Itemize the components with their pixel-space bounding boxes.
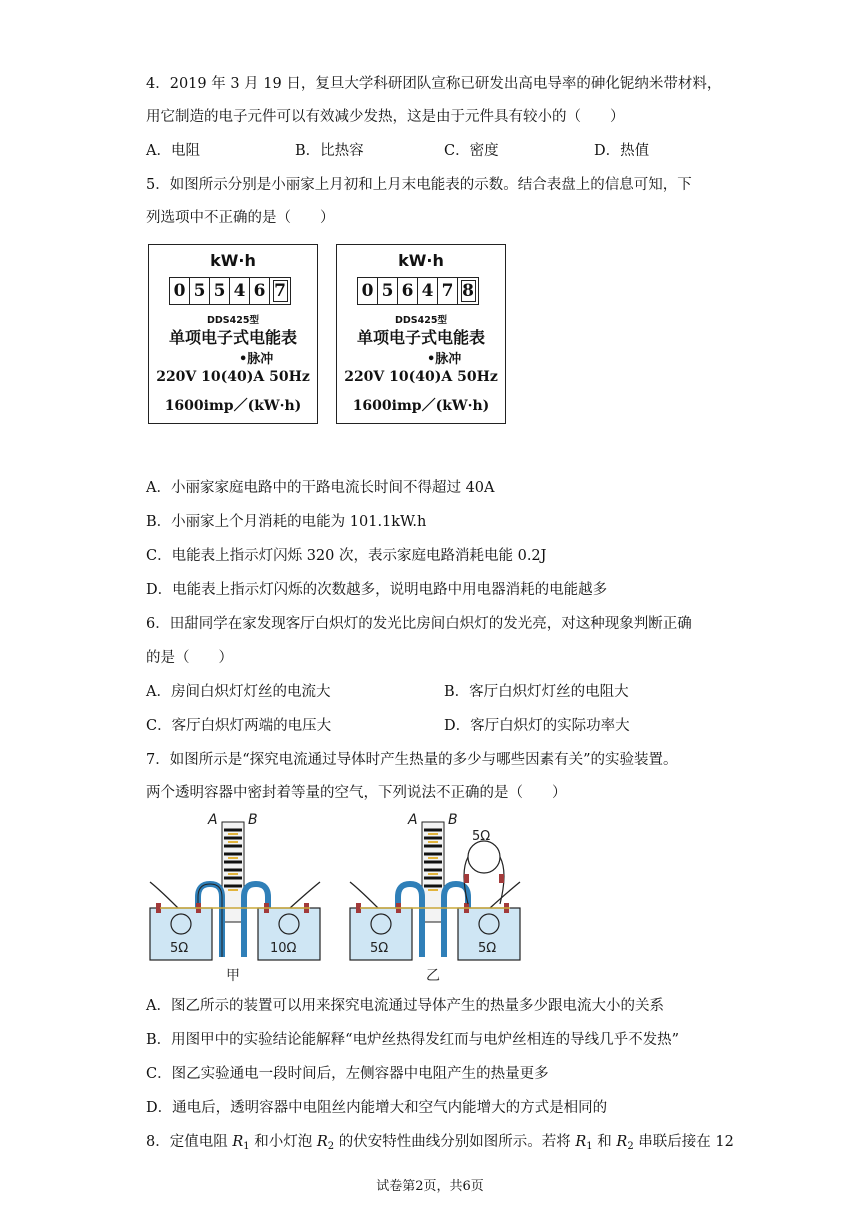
- q6-option-b: B．客厅白炽灯灯丝的电阻大: [444, 684, 629, 700]
- q4-option-d: D．热值: [594, 143, 650, 159]
- meter-digit: 4: [230, 278, 250, 304]
- meter-unit: kW·h: [210, 251, 256, 270]
- q6-option-c: C．客厅白炽灯两端的电压大: [146, 718, 332, 734]
- meter-pulse: •脉冲: [239, 352, 274, 367]
- q8-text-3: 的伏安特性曲线分别如图所示。若将: [334, 1134, 576, 1150]
- q8-r1: R: [232, 1134, 244, 1150]
- q7-apparatus-figure: [140, 812, 530, 982]
- meter-digit: 6: [398, 278, 418, 304]
- meter-digits: [357, 277, 479, 305]
- q5-line1: 5．如图所示分别是小丽家上月初和上月末电能表的示数。结合表盘上的信息可知，下: [146, 177, 692, 193]
- q8-r2-sub: 2: [327, 1141, 335, 1152]
- q6-option-d: D．客厅白炽灯的实际功率大: [444, 718, 630, 734]
- yi-external-resistor-label: 5Ω: [472, 829, 491, 844]
- q6-line1: 6．田甜同学在家发现客厅白炽灯的发光比房间白炽灯的发光亮，对这种现象判断正确: [146, 616, 692, 632]
- meter-model: DDS425型: [395, 315, 447, 326]
- meter-start-of-month: [148, 244, 318, 424]
- q8-r2: R: [316, 1134, 328, 1150]
- yi-left-resistor-label: 5Ω: [370, 941, 389, 956]
- q7-line2: 两个透明容器中密封着等量的空气，下列说法不正确的是（ ）: [146, 785, 567, 801]
- meter-digit: 0: [170, 278, 190, 304]
- meter-digit: 5: [378, 278, 398, 304]
- q8-r3: R: [575, 1134, 587, 1150]
- q7-option-c: C．图乙实验通电一段时间后，左侧容器中电阻产生的热量更多: [146, 1066, 549, 1082]
- meter-digit: 6: [250, 278, 270, 304]
- meter-decimal-value: 8: [462, 281, 474, 301]
- meter-model: DDS425型: [207, 315, 259, 326]
- meter-end-of-month: [336, 244, 506, 424]
- q8-text-5: 串联后接在 12: [633, 1134, 734, 1150]
- q8-r4-sub: 2: [627, 1141, 634, 1152]
- q5-option-c: C．电能表上指示灯闪烁 320 次，表示家庭电路消耗电能 0.2J: [146, 548, 547, 564]
- q8-text-1: 8．定值电阻: [146, 1134, 233, 1150]
- meter-pulse: •脉冲: [427, 352, 462, 367]
- meter-spec: 220V 10(40)A 50Hz: [344, 369, 498, 385]
- q7-option-d: D．通电后，透明容器中电阻丝内能增大和空气内能增大的方式是相同的: [146, 1100, 608, 1116]
- q4-option-a: A．电阻: [146, 143, 200, 159]
- apparatus-jia: [150, 812, 320, 982]
- apparatus-yi: [350, 812, 520, 982]
- meter-digits: [169, 277, 291, 305]
- meter-digit: 5: [210, 278, 230, 304]
- q5-option-d: D．电能表上指示灯闪烁的次数越多，说明电路中用电器消耗的电能越多: [146, 582, 608, 598]
- yi-right-resistor-label: 5Ω: [478, 941, 497, 956]
- meter-decimal-value: 7: [274, 281, 286, 301]
- q8-line1: [146, 1132, 734, 1157]
- q7-option-b: B．用图甲中的实验结论能解释“电炉丝热得发红而与电炉丝相连的导线几乎不发热”: [146, 1032, 679, 1048]
- q6-option-a: A．房间白炽灯灯丝的电流大: [146, 684, 331, 700]
- meter-digit: 4: [418, 278, 438, 304]
- meter-imp: 1600imp／(kW·h): [164, 398, 302, 414]
- q8-r4: R: [616, 1134, 628, 1150]
- meter-name: 单项电子式电能表: [356, 328, 485, 347]
- q4-line1: 4．2019 年 3 月 19 日，复旦大学科研团队宣称已研发出高电导率的砷化铌纳米带材料，: [146, 76, 722, 92]
- meter-digit: 7: [438, 278, 458, 304]
- jia-left-resistor-label: 5Ω: [170, 941, 189, 956]
- jia-caption: 甲: [226, 968, 240, 982]
- q8-text-2: 和小灯泡: [249, 1134, 317, 1150]
- q5-line2: 列选项中不正确的是（ ）: [146, 210, 335, 226]
- meter-spec: 220V 10(40)A 50Hz: [156, 369, 310, 385]
- yi-label-a: A: [408, 812, 418, 828]
- jia-label-b: B: [248, 812, 258, 828]
- meter-name: 单项电子式电能表: [168, 328, 297, 347]
- page-footer: 试卷第2页，共6页: [376, 1179, 484, 1194]
- yi-label-b: B: [448, 812, 458, 828]
- yi-caption: 乙: [426, 968, 440, 982]
- meter-digit: 0: [358, 278, 378, 304]
- jia-label-a: A: [208, 812, 218, 828]
- q4-line2: 用它制造的电子元件可以有效减少发热，这是由于元件具有较小的（ ）: [146, 109, 625, 125]
- q4-option-b: B．比热容: [295, 143, 364, 159]
- q7-option-a: A．图乙所示的装置可以用来探究电流通过导体产生的热量多少跟电流大小的关系: [146, 998, 664, 1014]
- q4-option-c: C．密度: [444, 143, 499, 159]
- meter-unit: kW·h: [398, 251, 444, 270]
- q8-r1-sub: 1: [243, 1141, 250, 1152]
- q8-r3-sub: 1: [586, 1141, 593, 1152]
- jia-right-resistor-label: 10Ω: [270, 941, 297, 956]
- meter-digit-decimal: [458, 278, 478, 304]
- q8-text-4: 和: [592, 1134, 617, 1150]
- meter-digit: 5: [190, 278, 210, 304]
- q6-line2: 的是（ ）: [146, 650, 233, 666]
- q7-line1: 7．如图所示是“探究电流通过导体时产生热量的多少与哪些因素有关”的实验装置。: [146, 752, 678, 768]
- q5-option-a: A．小丽家家庭电路中的干路电流长时间不得超过 40A: [146, 480, 495, 496]
- meter-digit-decimal: [270, 278, 290, 304]
- q5-option-b: B．小丽家上个月消耗的电能为 101.1kW.h: [146, 514, 427, 530]
- meter-imp: 1600imp／(kW·h): [352, 398, 490, 414]
